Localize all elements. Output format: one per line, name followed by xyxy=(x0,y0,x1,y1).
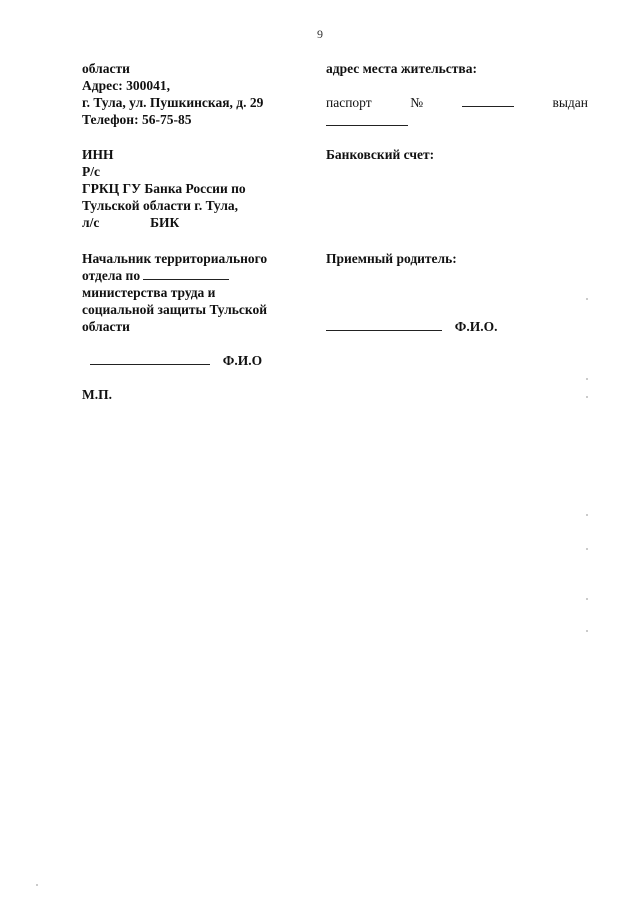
ministry-line: области xyxy=(82,319,130,334)
signature-blank xyxy=(326,318,442,331)
department-blank xyxy=(143,267,229,280)
scan-speck xyxy=(586,548,588,550)
scan-speck xyxy=(36,884,38,886)
address-line: Телефон: 56-75-85 xyxy=(82,112,192,127)
issued-label: выдан xyxy=(552,95,588,110)
page-number: 9 xyxy=(317,27,323,41)
passport-number-blank xyxy=(462,94,514,107)
passport-line xyxy=(326,94,588,130)
scan-speck xyxy=(586,378,588,380)
rs-label: Р/с xyxy=(82,164,100,179)
ls-label: л/с xyxy=(82,215,100,230)
scan-speck xyxy=(586,298,588,300)
right-signature-line xyxy=(326,318,497,335)
bank-details-block xyxy=(82,146,246,231)
organization-address-block xyxy=(82,60,263,128)
bik-label: БИК xyxy=(150,215,180,230)
stamp-label: М.П. xyxy=(82,387,112,402)
scan-speck xyxy=(586,514,588,516)
ls-bik-line xyxy=(82,214,246,231)
address-line: области xyxy=(82,61,130,76)
bank-city-line: Тульской области г. Тула, xyxy=(82,198,239,213)
signature-fio-label: Ф.И.О. xyxy=(454,319,498,334)
foster-parent-label: Приемный родитель: xyxy=(326,251,457,266)
signature-fio-label: Ф.И.О xyxy=(222,353,263,368)
head-title-line: Начальник территориального xyxy=(82,251,268,266)
ministry-line: министерства труда и xyxy=(82,285,216,300)
address-line: г. Тула, ул. Пушкинская, д. 29 xyxy=(82,95,264,110)
scan-speck xyxy=(586,396,588,398)
address-line: Адрес: 300041, xyxy=(82,78,170,93)
scan-speck xyxy=(586,630,588,632)
passport-label: паспорт xyxy=(326,95,372,110)
passport-row xyxy=(326,94,588,111)
department-line xyxy=(82,267,267,284)
inn-label: ИНН xyxy=(82,147,114,162)
bank-account-label: Банковский счет: xyxy=(326,147,435,162)
left-signature-line xyxy=(90,352,262,369)
bank-name-line: ГРКЦ ГУ Банка России по xyxy=(82,181,246,196)
issued-by-blank xyxy=(326,113,408,126)
ministry-line: социальной защиты Тульской xyxy=(82,302,268,317)
signature-blank xyxy=(90,352,210,365)
scan-speck xyxy=(586,598,588,600)
department-head-block xyxy=(82,250,267,335)
number-sign: № xyxy=(410,95,424,110)
residence-label: адрес места жительства: xyxy=(326,61,477,76)
department-prefix: отдела по xyxy=(82,268,141,283)
